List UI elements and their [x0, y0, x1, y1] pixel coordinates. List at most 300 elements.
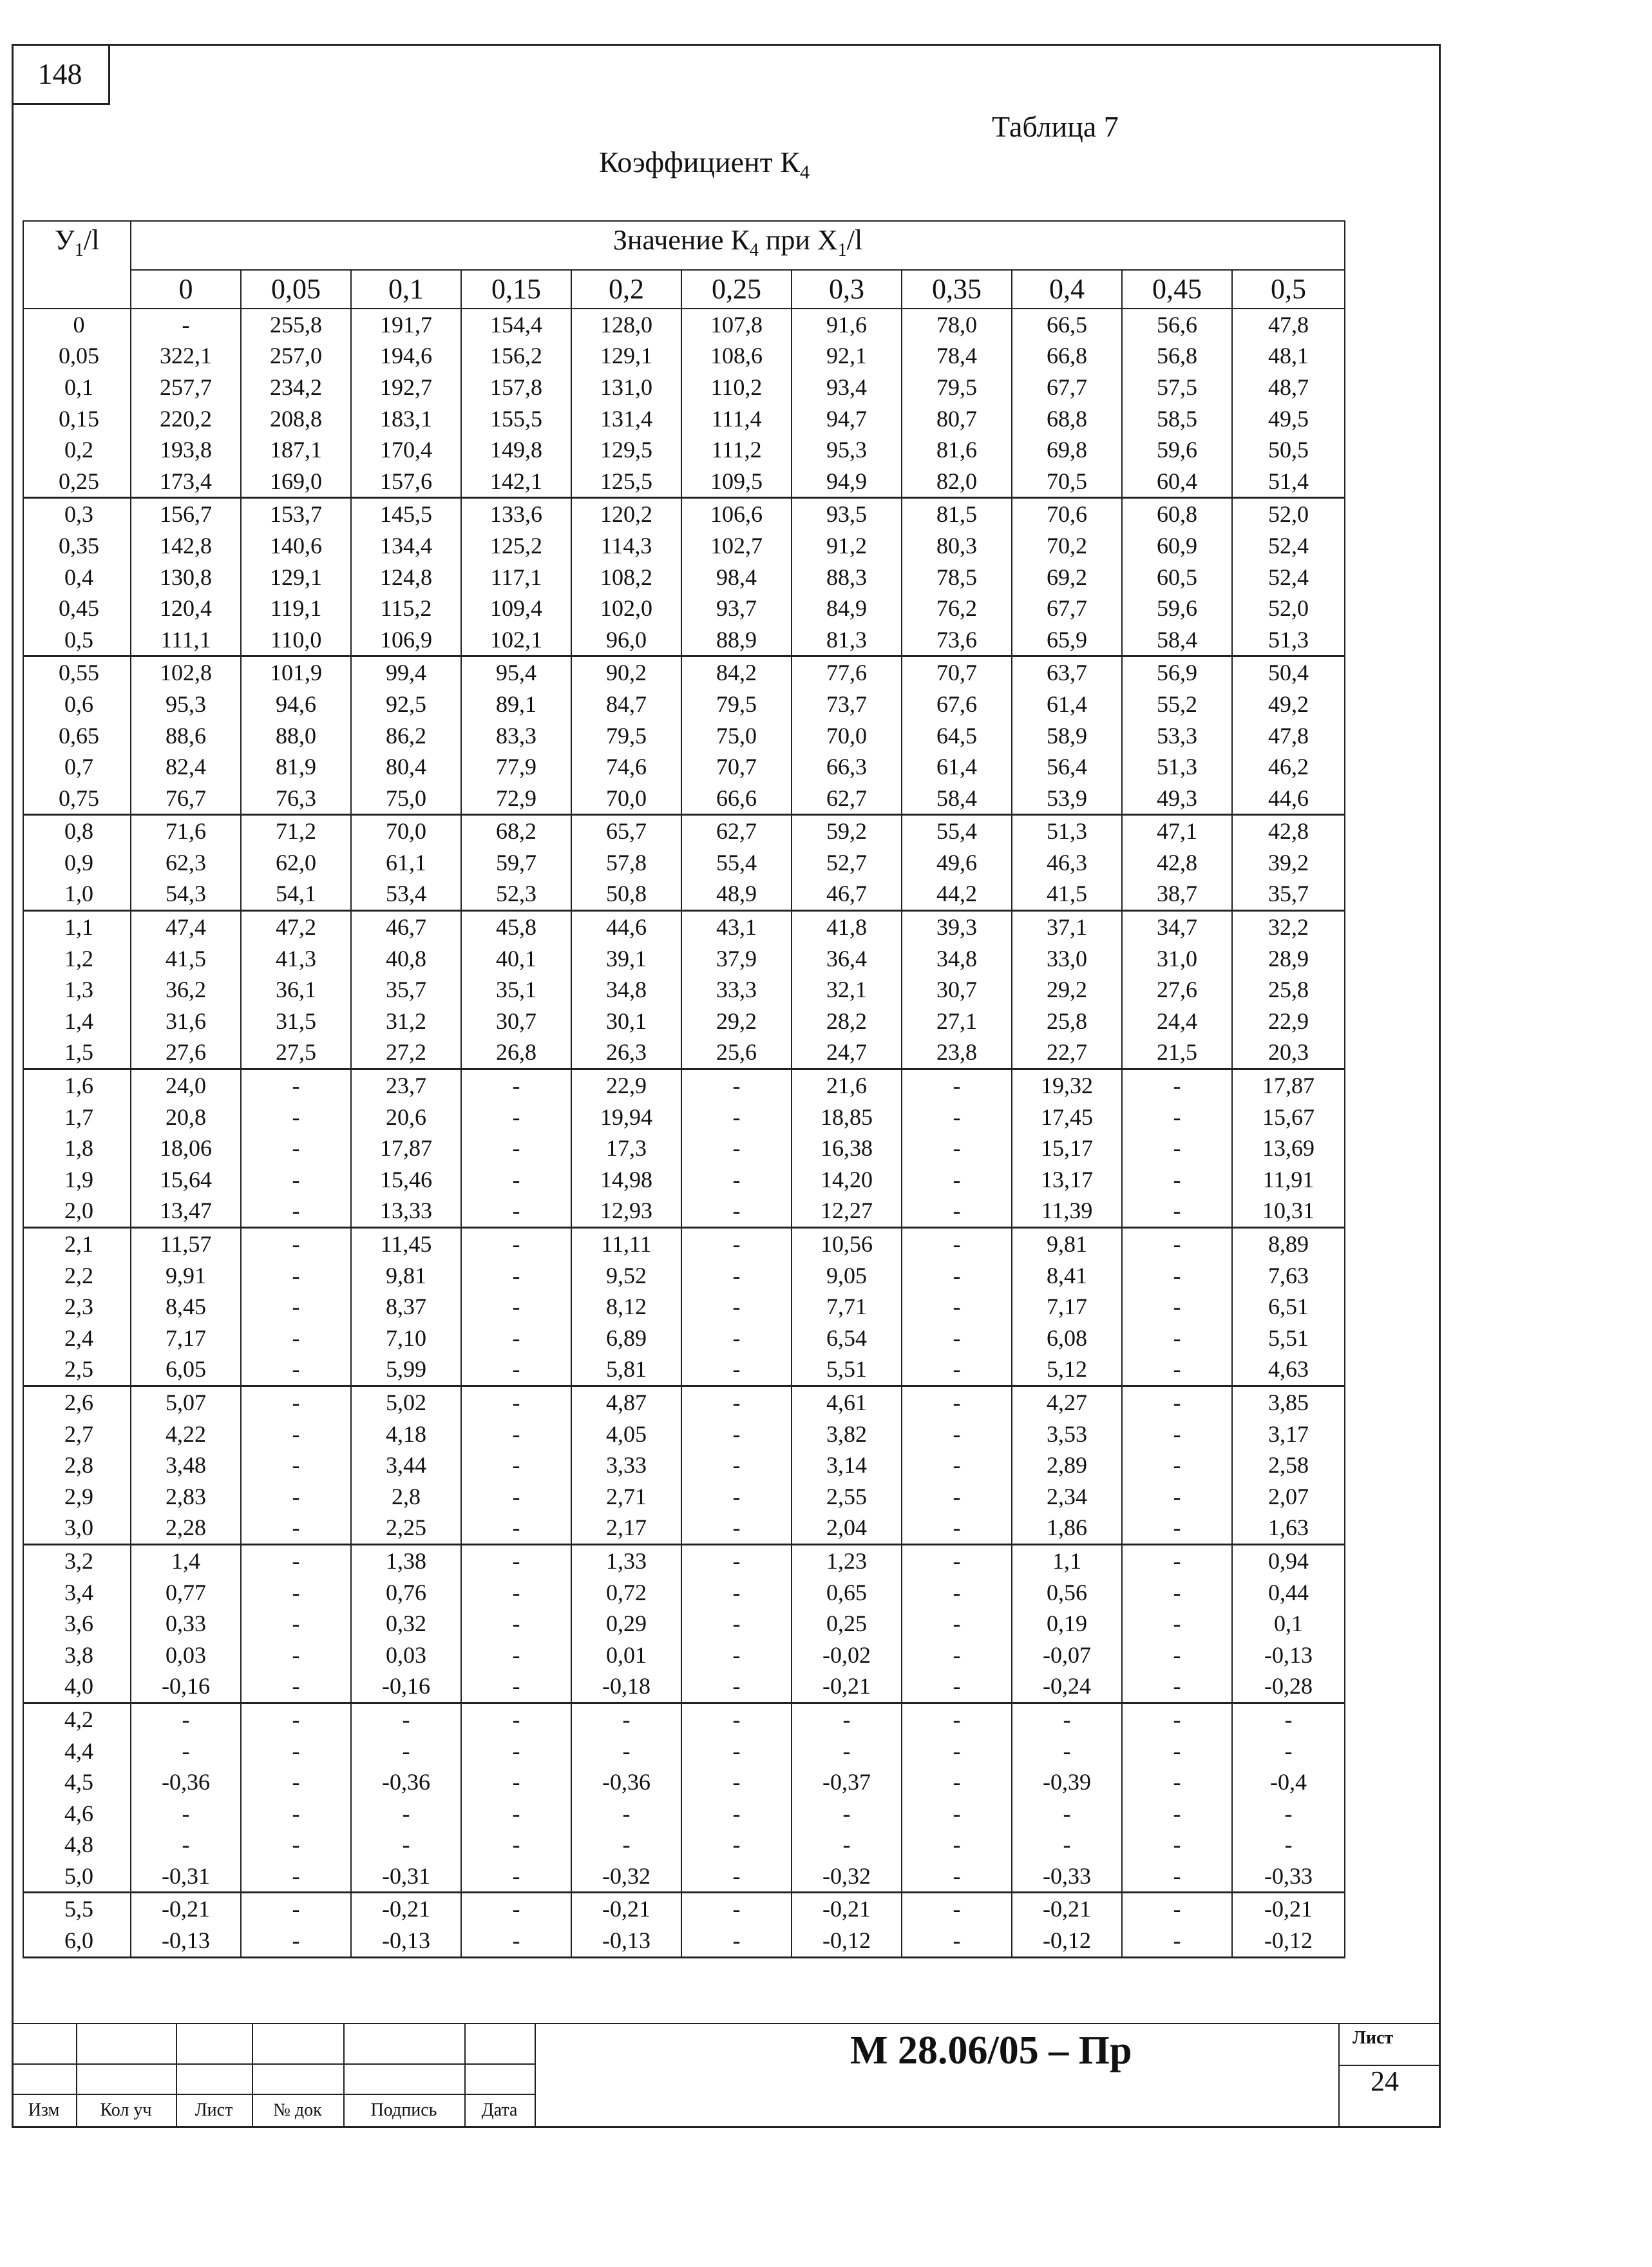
- value-cell: 129,5: [571, 434, 681, 466]
- value-cell: 26,8: [461, 1037, 571, 1069]
- value-cell: -: [461, 1829, 571, 1860]
- value-cell: -: [681, 1323, 792, 1354]
- value-cell: 1,33: [571, 1544, 681, 1576]
- value-cell: 4,27: [1012, 1386, 1122, 1418]
- value-cell: 2,55: [792, 1481, 902, 1513]
- value-cell: -: [571, 1798, 681, 1830]
- value-cell: 234,2: [241, 372, 351, 403]
- value-cell: -: [461, 1164, 571, 1196]
- value-cell: -0,13: [351, 1925, 461, 1957]
- value-cell: -: [902, 1577, 1012, 1609]
- value-cell: 0,94: [1232, 1544, 1345, 1576]
- value-cell: -: [241, 1228, 351, 1260]
- sheet-label: Лист: [1353, 2028, 1394, 2048]
- value-cell: 173,4: [131, 466, 241, 498]
- value-cell: 54,1: [241, 878, 351, 910]
- table-row: [23, 1703, 1345, 1735]
- value-cell: -: [241, 1354, 351, 1386]
- value-cell: 192,7: [351, 372, 461, 403]
- table-row: [23, 593, 1345, 624]
- value-cell: 117,1: [461, 562, 571, 593]
- value-cell: -: [902, 1608, 1012, 1640]
- row-label-cell: 4,0: [23, 1670, 131, 1703]
- column-header: 0,1: [351, 270, 461, 309]
- value-cell: 36,4: [792, 943, 902, 975]
- value-cell: 9,52: [571, 1260, 681, 1292]
- value-cell: -: [1122, 1544, 1232, 1576]
- table-row: [23, 1481, 1345, 1513]
- value-cell: 109,4: [461, 593, 571, 624]
- value-cell: 18,85: [792, 1102, 902, 1133]
- value-cell: 48,1: [1232, 340, 1345, 372]
- value-cell: -0,36: [571, 1766, 681, 1798]
- value-cell: -: [792, 1736, 902, 1767]
- value-cell: -: [461, 1386, 571, 1418]
- value-cell: -: [1122, 1703, 1232, 1735]
- value-cell: -: [461, 1291, 571, 1323]
- value-cell: 90,2: [571, 656, 681, 689]
- value-cell: 1,86: [1012, 1512, 1122, 1544]
- row-label-cell: 1,7: [23, 1102, 131, 1133]
- value-cell: -: [351, 1829, 461, 1860]
- column-header: 0,5: [1232, 270, 1345, 309]
- value-cell: 69,8: [1012, 434, 1122, 466]
- value-cell: 59,6: [1122, 593, 1232, 624]
- value-cell: 27,1: [902, 1006, 1012, 1037]
- value-cell: -: [1232, 1798, 1345, 1830]
- table-row: [23, 1640, 1345, 1671]
- value-cell: -: [902, 1354, 1012, 1386]
- value-cell: 108,6: [681, 340, 792, 372]
- value-cell: 79,5: [571, 720, 681, 752]
- value-cell: 56,8: [1122, 340, 1232, 372]
- value-cell: 102,1: [461, 624, 571, 656]
- value-cell: 4,18: [351, 1419, 461, 1450]
- value-cell: 6,89: [571, 1323, 681, 1354]
- value-cell: 0,03: [131, 1640, 241, 1671]
- value-cell: 77,9: [461, 751, 571, 783]
- value-cell: 154,4: [461, 309, 571, 341]
- value-cell: 72,9: [461, 783, 571, 815]
- value-cell: 57,8: [571, 847, 681, 879]
- value-cell: 0,1: [1232, 1608, 1345, 1640]
- value-cell: -: [241, 1640, 351, 1671]
- value-cell: 157,8: [461, 372, 571, 403]
- row-label-cell: 4,5: [23, 1766, 131, 1798]
- table-row: [23, 847, 1345, 879]
- value-cell: -0,12: [1232, 1925, 1345, 1957]
- value-cell: 41,5: [1012, 878, 1122, 910]
- value-cell: 64,5: [902, 720, 1012, 752]
- value-cell: -: [1122, 1228, 1232, 1260]
- value-cell: 70,0: [792, 720, 902, 752]
- row-label-cell: 2,5: [23, 1354, 131, 1386]
- value-cell: 193,8: [131, 434, 241, 466]
- value-cell: 9,05: [792, 1260, 902, 1292]
- value-cell: 21,5: [1122, 1037, 1232, 1069]
- table-row: [23, 1512, 1345, 1544]
- table-row: [23, 340, 1345, 372]
- value-cell: 15,64: [131, 1164, 241, 1196]
- value-cell: 41,5: [131, 943, 241, 975]
- value-cell: 2,28: [131, 1512, 241, 1544]
- value-cell: 153,7: [241, 498, 351, 530]
- value-cell: 17,3: [571, 1133, 681, 1164]
- value-cell: -: [1122, 1260, 1232, 1292]
- value-cell: -: [1012, 1703, 1122, 1735]
- value-cell: 4,22: [131, 1419, 241, 1450]
- table-body: [23, 309, 1345, 1957]
- value-cell: 70,0: [571, 783, 681, 815]
- value-cell: 79,5: [681, 689, 792, 720]
- value-cell: -: [241, 1829, 351, 1860]
- title-block-row-line-2: [12, 2094, 535, 2095]
- value-cell: 3,82: [792, 1419, 902, 1450]
- value-cell: 31,5: [241, 1006, 351, 1037]
- value-cell: -: [241, 1260, 351, 1292]
- value-cell: -0,37: [792, 1766, 902, 1798]
- value-cell: -0,13: [571, 1925, 681, 1957]
- value-cell: -0,12: [792, 1925, 902, 1957]
- value-cell: -0,16: [351, 1670, 461, 1703]
- value-cell: 0,72: [571, 1577, 681, 1609]
- value-cell: 83,3: [461, 720, 571, 752]
- value-cell: -: [792, 1829, 902, 1860]
- value-cell: 25,8: [1012, 1006, 1122, 1037]
- value-cell: 20,8: [131, 1102, 241, 1133]
- value-cell: 11,45: [351, 1228, 461, 1260]
- value-cell: 102,0: [571, 593, 681, 624]
- value-cell: -: [571, 1703, 681, 1735]
- value-cell: -0,21: [351, 1893, 461, 1925]
- table-row: [23, 1323, 1345, 1354]
- value-cell: 25,6: [681, 1037, 792, 1069]
- page-number: 148: [37, 57, 82, 90]
- value-cell: 187,1: [241, 434, 351, 466]
- value-cell: 99,4: [351, 656, 461, 689]
- value-cell: 257,0: [241, 340, 351, 372]
- value-cell: 220,2: [131, 403, 241, 435]
- value-cell: 0,77: [131, 1577, 241, 1609]
- value-cell: -: [131, 1798, 241, 1830]
- value-cell: -: [131, 1829, 241, 1860]
- value-cell: 53,3: [1122, 720, 1232, 752]
- value-cell: 15,46: [351, 1164, 461, 1196]
- value-cell: 46,2: [1232, 751, 1345, 783]
- value-cell: 156,2: [461, 340, 571, 372]
- table-row: [23, 1419, 1345, 1450]
- value-cell: 75,0: [681, 720, 792, 752]
- value-cell: -0,21: [131, 1893, 241, 1925]
- row-label-cell: 5,5: [23, 1893, 131, 1925]
- value-cell: 80,7: [902, 403, 1012, 435]
- value-cell: 2,89: [1012, 1449, 1122, 1481]
- table-row: [23, 434, 1345, 466]
- value-cell: 47,8: [1232, 309, 1345, 341]
- value-cell: 34,8: [571, 974, 681, 1006]
- value-cell: -: [902, 1419, 1012, 1450]
- value-cell: 19,94: [571, 1102, 681, 1133]
- value-cell: -0,32: [792, 1860, 902, 1893]
- value-cell: 2,07: [1232, 1481, 1345, 1513]
- value-cell: 61,4: [902, 751, 1012, 783]
- value-cell: -: [1122, 1925, 1232, 1957]
- value-cell: 4,61: [792, 1386, 902, 1418]
- table-row: [23, 1037, 1345, 1069]
- value-cell: 208,8: [241, 403, 351, 435]
- value-cell: 26,3: [571, 1037, 681, 1069]
- value-cell: 58,4: [902, 783, 1012, 815]
- value-cell: 149,8: [461, 434, 571, 466]
- row-label-cell: 0,1: [23, 372, 131, 403]
- value-cell: 6,54: [792, 1323, 902, 1354]
- value-cell: 27,6: [131, 1037, 241, 1069]
- value-cell: 13,33: [351, 1195, 461, 1227]
- value-cell: 109,5: [681, 466, 792, 498]
- value-cell: -: [902, 1195, 1012, 1227]
- value-cell: 51,3: [1012, 815, 1122, 847]
- row-label-cell: 1,3: [23, 974, 131, 1006]
- table-row: [23, 1291, 1345, 1323]
- value-cell: -: [1122, 1798, 1232, 1830]
- value-cell: -: [681, 1164, 792, 1196]
- value-cell: 93,4: [792, 372, 902, 403]
- value-cell: -: [681, 1703, 792, 1735]
- value-cell: 27,6: [1122, 974, 1232, 1006]
- value-cell: -0,33: [1232, 1860, 1345, 1893]
- value-cell: 125,5: [571, 466, 681, 498]
- value-cell: 44,2: [902, 878, 1012, 910]
- table-row: [23, 1006, 1345, 1037]
- value-cell: 2,83: [131, 1481, 241, 1513]
- value-cell: 39,2: [1232, 847, 1345, 879]
- value-cell: 11,39: [1012, 1195, 1122, 1227]
- value-cell: 66,3: [792, 751, 902, 783]
- value-cell: -: [902, 1670, 1012, 1703]
- value-cell: 107,8: [681, 309, 792, 341]
- table-title: [599, 145, 810, 184]
- value-cell: -: [241, 1481, 351, 1513]
- value-cell: 30,7: [461, 1006, 571, 1037]
- value-cell: -: [1122, 1164, 1232, 1196]
- value-cell: 53,4: [351, 878, 461, 910]
- value-cell: -: [461, 1608, 571, 1640]
- value-cell: -: [1122, 1069, 1232, 1102]
- value-cell: 81,6: [902, 434, 1012, 466]
- column-header: 0,3: [792, 270, 902, 309]
- table-row: [23, 878, 1345, 910]
- value-cell: -0,21: [792, 1893, 902, 1925]
- value-cell: -: [1122, 1419, 1232, 1450]
- value-cell: 183,1: [351, 403, 461, 435]
- value-cell: -: [902, 1703, 1012, 1735]
- value-cell: -: [681, 1069, 792, 1102]
- value-cell: -: [1012, 1798, 1122, 1830]
- value-cell: 133,6: [461, 498, 571, 530]
- value-cell: 7,17: [131, 1323, 241, 1354]
- value-cell: 58,9: [1012, 720, 1122, 752]
- value-cell: -: [1122, 1481, 1232, 1513]
- value-cell: -: [902, 1544, 1012, 1576]
- value-cell: 75,0: [351, 783, 461, 815]
- row-label-cell: 0,55: [23, 656, 131, 689]
- value-cell: 25,8: [1232, 974, 1345, 1006]
- value-cell: -: [681, 1893, 792, 1925]
- value-cell: 70,2: [1012, 530, 1122, 562]
- value-cell: -: [461, 1766, 571, 1798]
- value-cell: -0,4: [1232, 1766, 1345, 1798]
- value-cell: 11,57: [131, 1228, 241, 1260]
- title-block-top-line: [12, 2023, 1439, 2024]
- value-cell: -0,07: [1012, 1640, 1122, 1671]
- value-cell: -: [1232, 1829, 1345, 1860]
- value-cell: -: [902, 1512, 1012, 1544]
- value-cell: 28,9: [1232, 943, 1345, 975]
- value-cell: 55,4: [902, 815, 1012, 847]
- value-cell: 0,32: [351, 1608, 461, 1640]
- value-cell: 30,7: [902, 974, 1012, 1006]
- value-cell: -: [241, 1577, 351, 1609]
- value-cell: 169,0: [241, 466, 351, 498]
- table-row: [23, 656, 1345, 689]
- value-cell: 0,03: [351, 1640, 461, 1671]
- value-cell: -: [681, 1386, 792, 1418]
- value-cell: -: [461, 1133, 571, 1164]
- value-cell: 21,6: [792, 1069, 902, 1102]
- row-label-cell: 6,0: [23, 1925, 131, 1957]
- table-row: [23, 1069, 1345, 1102]
- value-cell: -: [241, 1449, 351, 1481]
- value-cell: 125,2: [461, 530, 571, 562]
- value-cell: -: [681, 1512, 792, 1544]
- value-cell: -: [241, 1608, 351, 1640]
- value-cell: 2,04: [792, 1512, 902, 1544]
- value-cell: 59,6: [1122, 434, 1232, 466]
- value-cell: 60,9: [1122, 530, 1232, 562]
- value-cell: -: [902, 1640, 1012, 1671]
- value-cell: 17,87: [351, 1133, 461, 1164]
- value-cell: 68,2: [461, 815, 571, 847]
- value-cell: 49,2: [1232, 689, 1345, 720]
- value-cell: 111,2: [681, 434, 792, 466]
- value-cell: 50,5: [1232, 434, 1345, 466]
- value-cell: 17,45: [1012, 1102, 1122, 1133]
- value-cell: 130,8: [131, 562, 241, 593]
- value-cell: 4,05: [571, 1419, 681, 1450]
- row-label-cell: 0,7: [23, 751, 131, 783]
- value-cell: -: [241, 1798, 351, 1830]
- value-cell: 110,0: [241, 624, 351, 656]
- value-cell: 24,7: [792, 1037, 902, 1069]
- value-cell: -: [792, 1798, 902, 1830]
- value-cell: -: [1012, 1736, 1122, 1767]
- value-cell: 44,6: [571, 911, 681, 943]
- row-label-cell: 2,1: [23, 1228, 131, 1260]
- row-label-cell: 1,1: [23, 911, 131, 943]
- row-label-cell: 2,7: [23, 1419, 131, 1450]
- value-cell: 92,1: [792, 340, 902, 372]
- row-label-cell: 0: [23, 309, 131, 341]
- value-cell: -: [902, 1102, 1012, 1133]
- value-cell: 52,4: [1232, 562, 1345, 593]
- value-cell: 5,81: [571, 1354, 681, 1386]
- value-cell: -: [902, 1893, 1012, 1925]
- value-cell: -: [681, 1133, 792, 1164]
- row-label-cell: 3,6: [23, 1608, 131, 1640]
- value-cell: 3,33: [571, 1449, 681, 1481]
- value-cell: 91,6: [792, 309, 902, 341]
- value-cell: 128,0: [571, 309, 681, 341]
- row-label-cell: 0,2: [23, 434, 131, 466]
- value-cell: 35,7: [351, 974, 461, 1006]
- value-cell: -: [902, 1449, 1012, 1481]
- value-cell: 5,02: [351, 1386, 461, 1418]
- value-cell: 155,5: [461, 403, 571, 435]
- row-label-cell: 1,4: [23, 1006, 131, 1037]
- row-label-cell: 4,6: [23, 1798, 131, 1830]
- value-cell: -: [681, 1291, 792, 1323]
- value-cell: 81,9: [241, 751, 351, 783]
- value-cell: 101,9: [241, 656, 351, 689]
- value-cell: 11,91: [1232, 1164, 1345, 1196]
- value-cell: 39,3: [902, 911, 1012, 943]
- column-header: 0,4: [1012, 270, 1122, 309]
- value-cell: -0,13: [1232, 1640, 1345, 1671]
- value-cell: -: [461, 1703, 571, 1735]
- value-cell: -: [571, 1736, 681, 1767]
- table-row: [23, 720, 1345, 752]
- row-label-cell: 0,8: [23, 815, 131, 847]
- value-cell: 65,7: [571, 815, 681, 847]
- value-cell: -: [902, 1829, 1012, 1860]
- value-cell: 68,8: [1012, 403, 1122, 435]
- value-cell: -: [792, 1703, 902, 1735]
- value-cell: 1,38: [351, 1544, 461, 1576]
- value-cell: -: [461, 1449, 571, 1481]
- value-cell: -: [902, 1798, 1012, 1830]
- value-cell: 88,9: [681, 624, 792, 656]
- value-cell: 91,2: [792, 530, 902, 562]
- value-cell: -: [241, 1544, 351, 1576]
- row-label-cell: 0,3: [23, 498, 131, 530]
- value-cell: 23,7: [351, 1069, 461, 1102]
- table-row: [23, 974, 1345, 1006]
- value-cell: -: [681, 1260, 792, 1292]
- sheet-number: 24: [1371, 2065, 1399, 2097]
- value-cell: -: [461, 1512, 571, 1544]
- value-cell: -: [902, 1766, 1012, 1798]
- value-cell: 82,4: [131, 751, 241, 783]
- row-label-cell: 0,6: [23, 689, 131, 720]
- table-header-row: [23, 221, 1345, 270]
- value-cell: -: [902, 1736, 1012, 1767]
- value-cell: 20,3: [1232, 1037, 1345, 1069]
- value-cell: -: [1122, 1829, 1232, 1860]
- value-cell: -: [681, 1925, 792, 1957]
- table-title-text: Коэффициент К: [599, 146, 800, 178]
- label-doc-no: № док: [273, 2100, 322, 2120]
- value-cell: 129,1: [571, 340, 681, 372]
- value-cell: -0,36: [131, 1766, 241, 1798]
- value-cell: 3,85: [1232, 1386, 1345, 1418]
- value-cell: 95,3: [131, 689, 241, 720]
- column-header: 0,2: [571, 270, 681, 309]
- value-cell: 29,2: [681, 1006, 792, 1037]
- value-cell: 322,1: [131, 340, 241, 372]
- value-cell: 58,5: [1122, 403, 1232, 435]
- value-cell: 5,51: [792, 1354, 902, 1386]
- value-cell: 95,4: [461, 656, 571, 689]
